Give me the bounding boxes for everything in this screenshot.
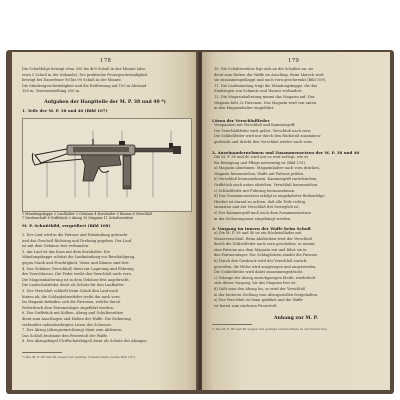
section-heading: 3. Vorgang im Innern der Waffe beim Schuß [212, 226, 311, 231]
text-line: dient zum Halten der Waffe im Anschlag. Beim Marsch wird [214, 72, 324, 77]
section-heading-block [22, 100, 188, 113]
text-line: beträgt bei Dauerfeuer 80 bis 90 Schuß in der Minute. [22, 78, 122, 83]
submachine-gun-drawing [23, 119, 191, 211]
weapon-illustration [22, 118, 192, 212]
text-line: gegen Staub und Feuchtigkeit. Visier und Kimme sind fest. [22, 260, 130, 265]
footnote-block [22, 352, 188, 359]
text-line: Griffstück nach unten abziehen, Verschluß herausziehen. [214, 182, 319, 187]
text-line: des Verschlusses. Die Feder treibt den Verschluß nach vorn. [22, 272, 132, 277]
page-number: 178 [100, 58, 112, 64]
text-line: Magazin herausziehen, Waffe auf Patrone prüfen. [214, 171, 305, 176]
left-page [12, 52, 198, 390]
text-line: 3. Am Lauf ist das Korn mit dem Kornhalter. Die [22, 249, 110, 254]
text-line: b) Durch den Gasdruck wird der Verschluß zurück- [214, 258, 308, 263]
text-line: hinten ab, die Schlagbolzenfeder treibt ihn nach vorn. [22, 294, 121, 299]
section-heading: Aufgaben der Hauptteile der M. P. 38 und 40 *) [44, 100, 166, 105]
text-line: Die Magazinhalterung ist in dem Gehäuse fest angebracht. [22, 277, 130, 282]
text-line: c) Schließfeder mit Führung herausnehmen. [214, 188, 296, 193]
page-number: 179 [288, 58, 300, 64]
text-line: d) Das Zusammensetzen erfolgt in umgekehrter Reihenfolge. [214, 194, 326, 199]
open-book [6, 50, 394, 394]
footnote: *) Die M. P. 38 und 40 zeigen nur geringe Unterschiede in der Sicherung. [212, 326, 328, 331]
text-line: dient zum Anschlagen und Halten der Waffe. Die Sicherung [22, 316, 131, 321]
text-line: a) Magazin abnehmen: Magazinhalter nach vorn drücken, [214, 166, 320, 171]
text-line: e) Der Verschluß ist dann geöffnet und die Waffe [214, 298, 303, 303]
text-line: 8. Der Abzugsbügel (Griffschutzbügel) dient als Schutz des Abzuges. [22, 339, 148, 344]
text-line: 6. Das Griffstück mit Kolben, Abzug und Schulterstütze [22, 311, 124, 316]
text-line: Das Schloß bestimmt den Feuerstoß der Waffe. [22, 333, 109, 338]
caption-line: 7 Vorderschaft 8 Griffstück 9 Abzug 10 Magazin 11 Schulterstütze [22, 216, 134, 221]
text-line: Mündungskappe schützt die Laufmündung vor Beschädigung, [22, 255, 136, 260]
text-line: und das Geschoß Richtung und Drehung gegeben. Der Lauf [22, 238, 132, 243]
text-line: ist bereit zum nächsten Feuerstoß. [214, 303, 278, 308]
text-line: 4. Das Gehäuse (Verschluß) dient zur Lagerung und Führung [22, 266, 134, 271]
text-line: einrasten und der Verschluß frei beweglich ist. [214, 205, 300, 210]
section-block [212, 150, 380, 222]
right-page [202, 52, 390, 390]
text-line: 5. Der Verschluß schließt beim Schuß den Lauf nach [22, 288, 119, 293]
text-line: ist mit dem Gehäuse fest verbunden. [22, 244, 90, 249]
text-line: eine Patrone aus dem Magazin mit und führt sie in [214, 247, 307, 252]
text-line: Masseverschluß. Beim Abdrücken wird der Verschluß [214, 236, 313, 241]
caption-line: 1 Mündungskappe 2 Laufhalter 3 Gehäuse 4 Kornhalter 5 Kimme 6 Verschluß [22, 212, 153, 216]
text-line: Vorspannen mit Verschluß und Kammergriff. [214, 123, 296, 127]
body-paragraphs [22, 233, 188, 345]
text-line: 10. Die Schulterstütze legt sich an die Schulter an, sie [214, 67, 314, 71]
text-line: sie zusammengeklappt und nach vorn geschwenkt (Bild 109). [214, 78, 327, 83]
text-line: verhindert unbeabsichtigtes Lösen des Schusses. [22, 322, 112, 327]
footnote-rule [22, 352, 62, 353]
text-line: 7. Der Abzug (Abzugseinrichtung) dient zum Abfeuern. [22, 328, 123, 333]
page-bottom-block [212, 316, 380, 331]
text-line: gedrückt und drückt den Verschluß wieder nach vorn. [214, 139, 313, 144]
text-line: Die Schließfeder wird dabei zusammengedrückt. [214, 270, 304, 275]
text-line: 2. Der Lauf wird in die Patrone und Entzündung gebracht [22, 233, 128, 237]
text-line: Die Mindestgeschwindigkeit und die Entfernung auf 100 m Abstand [22, 83, 147, 88]
text-line: sich dieser Vorgang, bis das Magazin leer ist. [214, 281, 297, 286]
text-line: 100 m, Visiereinstellung 200 m. [22, 89, 81, 94]
text-line: geworfen, die Hülse wird ausgezogen und ausgeworfen. [214, 264, 317, 269]
text-line: a) Die M. P. 38 und 40 ist ein Rückstoßlader mit [214, 231, 302, 235]
intro-paragraph [22, 67, 188, 95]
figure-title: M. P. Schnittbild, vergrößert (Bild 108) [22, 222, 111, 228]
footnote-rule [212, 324, 252, 325]
text-line: das Patronenlager. Der Schlagbolzen zündet die Patrone. [214, 253, 319, 258]
text-line: Magazin faßt 32 Patronen. Das Magazin wird von unten [214, 100, 317, 105]
text-line: Federdruck dem Patronenlager zugeführt werden. [22, 305, 114, 310]
text-line: c) Solange der Abzug zurückgezogen bleibt, wiederholt [214, 275, 316, 280]
text-line: Im Magazin befinden sich die Patronen, welche durch [22, 300, 121, 305]
text-line: Die Schließfeder wird nur durch den Rückstoß zusammen- [214, 134, 322, 139]
text-line: für Reinigung und Pflege notwendig ist (Bild 110). [214, 160, 307, 165]
section-block [212, 118, 380, 145]
text-line: etwa 5 Schuß in der Sekunde). Die praktische Feuergeschwindigkeit [22, 72, 148, 77]
section-heading: 2. Auseinandernehmen und Zusammensetzen der M. P. 38 und 40 [212, 150, 360, 155]
section-subheading: 1. Teile der M. P. 38 und 40 (Bild 107) [22, 108, 108, 113]
figure-caption [22, 212, 188, 228]
text-line: in den Magazinhalter eingeführt. [214, 106, 275, 111]
text-line: in der hinteren Stellung vom Abzugsstollen festgehalten. [214, 292, 319, 297]
text-line: Die Laufschutzfeder dient als Schutz für den Laufhalter. [22, 283, 125, 288]
text-line: b) Verschluß herausnehmen: Kammergriff zurückziehen, [214, 177, 318, 182]
text-line: Die Schußfolge beträgt etwa 350 bis 400 Schuß in der Minute (also [22, 67, 146, 71]
text-line: Eindringen von Schmutz und Wasser verhindert. [214, 89, 303, 94]
bottom-heading: Anhang zur M. P. [274, 316, 318, 321]
text-line: 12. Die Magazinhalterung nimmt das Magazin auf. Das [214, 94, 315, 99]
text-line: durch die Schließfeder nach vorn geschoben, er nimmt [214, 242, 315, 247]
text-line: 11. Die Laufmündung trägt die Mündungskappe, die das [214, 83, 318, 88]
text-line: Die Verschlußfeder wird gelöst, Verschluß nach vorn. [214, 128, 312, 133]
intro-paragraph [212, 67, 380, 112]
section-heading: Lösen der Verschlußfeder [212, 118, 270, 123]
text-line: d) Läßt man den Abzug los, so wird der Verschluß [214, 286, 306, 291]
footnote: *) Die M. P. 38 und 40 zeigen nur geringe Unterschiede (siehe Bild 107). [22, 354, 136, 359]
text-line: in der Sicherungsrast eingehängt werden. [214, 216, 292, 221]
text-line: e) Der Kammergriff muß nach dem Zusammensetzen [214, 210, 311, 215]
section-block [212, 226, 380, 309]
text-line: Hierbei ist darauf zu achten, daß alle Teile richtig [214, 199, 306, 204]
text-line: Die M. P. 38 und 40 wird nur so weit zerlegt, wie es [214, 155, 309, 159]
